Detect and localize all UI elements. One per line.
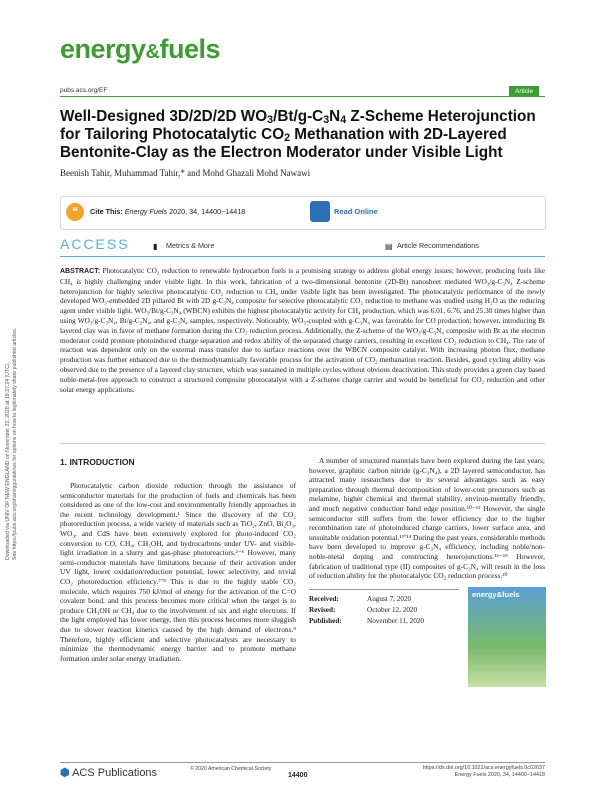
doi-link[interactable]: https://dx.doi.org/10.1021/acs.energyfuels.0c02637: [422, 765, 545, 771]
dates-divider: [309, 589, 459, 590]
journal-url[interactable]: pubs.acs.org/EF: [60, 87, 108, 94]
acs-publications-logo[interactable]: ⬢ ACS Publications: [60, 767, 158, 779]
article-type-badge: Article: [509, 86, 539, 97]
download-notice-line-1: Downloaded via UNIV OF NEW ENGLAND on November 23, 2020 at 19:27:24 (UTC).: [5, 361, 11, 560]
abstract-text: Photocatalytic CO₂ reduction to renewable hydrocarbon fuels is a promising strategy to address global energy issues; however, producing fuels like CH₄ is highly challenging under visible light. In this work, fabrication of a two-dimensional bentonite (2D-Bt) nanosheet mediated WO₃/g-C₃N₄ Z-scheme heterojunction for highly selective photocatalytic CO₂ reduction to CH₄ under visible light has been investigated. The photocatalytic performance of the newly developed WO₃-embedded 2D pillared Bt with 2D g-C₃N₄ composite for selective photocatalytic CO₂ reduction to methane was studied using H₂O as the reducing agent under visible light. WO₃/Bt/g-C₃N₄ (WBCN) exhibits the highest photocatalytic activity for CH₄ production, which was 6.01, 6.76, and 25.30 times higher than using WO₃/g-C₃N₄, Bt/g-C₃N₄, and g-C₃N₄ samples, respectively. Noticeably, WO₃-coupled with g-C₃N₄ was favorable for CO production; however, introducing Bt layered clay was in favor of methane formation during the CO₂ reduction process. Additionally, the Z-scheme of the WO₃/g-C₃N₄ composite with Bt as the electron moderator could promote photoinduced charge separation and redox ability of the separated charge carriers, resulting in excellent CO₂ reduction to CH₄. The rate of reaction was dependent only on the external mass transfer due to surface reactions over the WBCN composite catalyst. With increasing photon flux, methane production was further enhanced due to the thermodynamically favorable process for the activation of CO₂ methanation reaction. Besides, good cycling ability was observed due to the presence of a layered clay structure, which was sustained in multiple cycles without obvious deactivation. This study provides a green clay based noble-metal-free approach to construct a structured composite photocatalyst with a Z-scheme charge carrier and would be beneficial for CO₂ reduction and other solar energy applications.: [60, 266, 546, 394]
bar-chart-icon[interactable]: ▮: [153, 242, 158, 251]
abstract-divider: [60, 443, 545, 444]
metrics-link[interactable]: Metrics & More: [166, 241, 215, 250]
cite-this[interactable]: Cite This: Energy Fuels 2020, 34, 14400−14418: [90, 207, 246, 216]
section-heading: 1. INTRODUCTION: [60, 457, 135, 467]
author-list[interactable]: Beenish Tahir, Muhammad Tahir,* and Mohd Ghazali Mohd Nawawi: [60, 168, 311, 178]
abstract-label: ABSTRACT:: [60, 268, 101, 275]
intro-column-left: [60, 481, 296, 663]
header-divider: [60, 96, 545, 97]
abstract: [60, 266, 545, 394]
download-notice: [5, 230, 18, 560]
doi-citation: [420, 765, 545, 779]
recommendations-link[interactable]: Article Recommendations: [397, 241, 479, 250]
page-number: 14400: [288, 772, 308, 779]
read-online-link[interactable]: Read Online: [334, 207, 378, 216]
footer-divider: [60, 762, 545, 763]
document-icon[interactable]: ▤: [385, 242, 393, 251]
download-notice-line-2: See https://pubs.acs.org/sharingguidelines for options on how to legitimately share published articles.: [11, 327, 18, 560]
copyright: © 2020 American Chemical Society: [190, 766, 272, 772]
intro-paragraph-2: A number of structured materials have been explored during the last years; however, graphitic carbon nitride (g-C₃N₄), a 2D layered semiconductor, has attracted many researchers due to its several advantages such as easy preparation through thermal decomposition of lower-cost precursors such as melamine, higher chemical and thermal stability, environ-mentally friendly, and much negative conduction band edge position.¹⁰⁻¹² However, the single semiconductor still suffers from the lower efficiency due to the higher recombination rate of photoinduced charge carriers, lower surface area, and unsuitable oxidation potential.¹³ʼ¹⁴ During the past years, considerable methods have been developed to improve g-C₃N₄ efficiency, including noble/non-noble-metal doping and constructing heterojunctions.¹⁵⁻¹⁹ However, fabrication of traditional type (II) composites of g-C₃N₄ will result in the loss of reduction ability for the photocatalytic CO₂ reduction process.²⁰: [309, 456, 545, 581]
journal-logo[interactable]: energy&fuels: [60, 34, 221, 64]
access-label: ACCESS: [60, 236, 130, 252]
article-title: Well-Designed 3D/2D/2D $WO_3/Bt/g-C_3N_4$ Z-Scheme Heterojunction for Tailoring Photocatalytic $CO_2$ Methanation with 2D-Layered Bentonite-Clay as the Electron Moderator under Visible Light: [60, 108, 536, 161]
cover-title: energy&fuels: [472, 590, 520, 599]
quote-icon[interactable]: ❝: [66, 203, 84, 221]
read-online-icon[interactable]: [310, 201, 330, 222]
journal-cover-image: [468, 587, 546, 687]
intro-paragraph-1: Photocatalytic carbon dioxide reduction through the assistance of semiconductor materials for the production of fuels and chemicals has been considered as one of the low-cost and environmentally friendly approaches in the recent technology development.¹ Since the discovery of the CO₂ photoreduction process, a wide variety of materials such as TiO₂, ZnO, Bi₂O₃, WO₃, and CdS have been extensively explored for photo-induced CO₂ conversion to CO, CH₄, CH₃OH, and hydrocarbons under UV- and visible-light irradiation in a slurry and gas-phase photoreactors.²⁻⁶ However, many semi-conductor materials have limitations because of their activation under UV light, lower oxidation/reduction potential, lower selectivity, and trivial CO₂ photoreduction efficiency.⁷ʼ⁸ This is due to the highly stable CO₂ molecule, which requires 750 kJ/mol of energy for the activation of the C=O covalent bond, and this process becomes more critical when the target is to produce CH₃OH or CH₄ due to the involvement of six and eight electrons. If the light employed has lower energy, then this process becomes more sluggish due to slower reaction kinetics caused by the high demand of electrons.⁹ Therefore, highly efficient and selective photocatalysts are necessary to minimize the thermodynamic energy barrier and to promote methane formation under solar energy irradiation.: [60, 481, 296, 663]
intro-column-right: [309, 456, 545, 581]
access-divider: [60, 256, 545, 257]
publication-dates: Received: August 7, 2020 Revised: October 12, 2020 Published: November 11, 2020: [309, 595, 425, 625]
footer-citation: Energy Fuels 2020, 34, 14400−14418: [454, 772, 545, 778]
